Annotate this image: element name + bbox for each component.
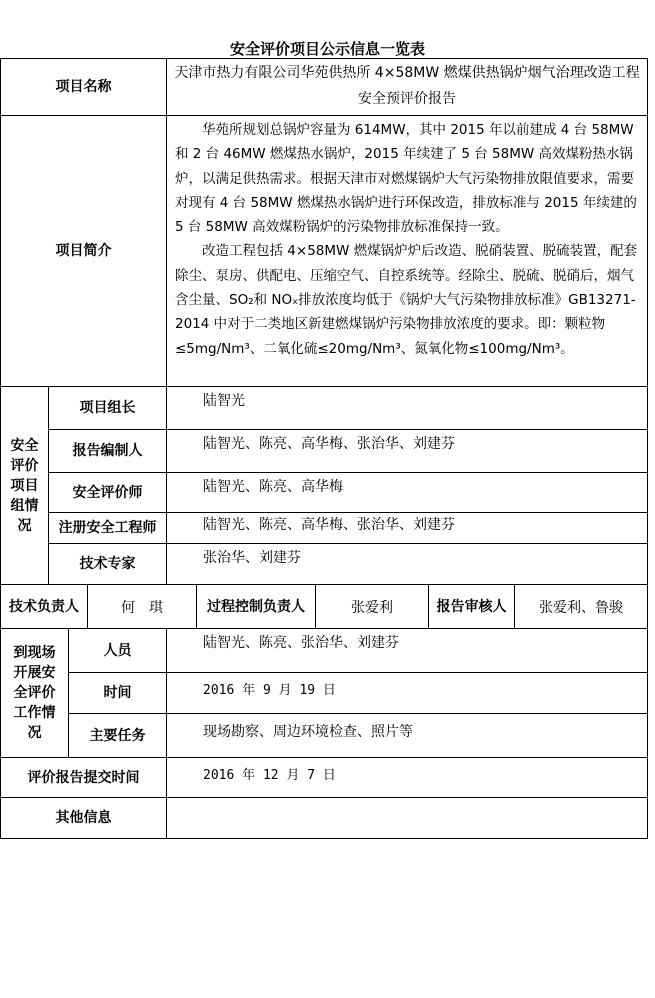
process-control-label: 过程控制负责人	[196, 584, 316, 629]
submit-time-label: 评价报告提交时间	[0, 757, 167, 798]
report-reviewer-label: 报告审核人	[428, 584, 515, 629]
tech-experts-value: 张治华、刘建芬	[166, 543, 648, 585]
tech-lead-label: 技术负责人	[0, 584, 88, 629]
registered-engineers-value: 陆智光、陈亮、高华梅、张治华、刘建芬	[166, 512, 648, 544]
team-leader-value: 陆智光	[166, 386, 648, 430]
project-intro-text	[166, 115, 648, 387]
safety-assessors-label: 安全评价师	[48, 472, 167, 513]
project-name-value: 天津市热力有限公司华苑供热所 4×58MW 燃煤供热锅炉烟气治理改造工程安全预评价报告	[166, 58, 648, 116]
intro-paragraph-1: 华苑所规划总锅炉容量为 614MW，其中 2015 年以前建成 4 台 58MW 和 2 台 46MW 燃煤热水锅炉，2015 年续建了 5 台 58MW 高效煤粉热水锅炉，以满足供热需求。根据天津市对燃煤锅炉大气污染物排放限值要求，需要对现有 4 台 58MW 燃煤热水锅炉进行环保改造，排放标准与 2015 年续建的 5 台 58MW 高效煤粉锅炉的污染物排放标准保持一致。	[175, 122, 637, 236]
site-time-label: 时间	[68, 672, 167, 714]
main-tasks-value: 现场勘察、周边环境检查、照片等	[166, 713, 648, 758]
tech-experts-label: 技术专家	[48, 543, 167, 585]
project-name-label: 项目名称	[0, 58, 167, 116]
other-info-value	[166, 797, 648, 839]
registered-engineers-label: 注册安全工程师	[48, 512, 167, 544]
report-writers-label: 报告编制人	[48, 429, 167, 473]
team-leader-label: 项目组长	[48, 386, 167, 430]
team-group-label: 安全评价项目组情况	[0, 386, 49, 585]
site-staff-label: 人员	[68, 628, 167, 673]
submit-time-value: 2016 年 12 月 7 日	[166, 757, 648, 798]
site-staff-value: 陆智光、陈亮、张治华、刘建芬	[166, 628, 648, 673]
main-tasks-label: 主要任务	[68, 713, 167, 758]
report-reviewer-value: 张爱利、鲁骏	[514, 584, 648, 629]
site-time-value: 2016 年 9 月 19 日	[166, 672, 648, 714]
site-work-group-label: 到现场开展安全评价工作情况	[0, 628, 69, 758]
safety-assessors-value: 陆智光、陈亮、高华梅	[166, 472, 648, 513]
other-info-label: 其他信息	[0, 797, 167, 839]
process-control-value: 张爱利	[315, 584, 429, 629]
report-writers-value: 陆智光、陈亮、高华梅、张治华、刘建芬	[166, 429, 648, 473]
project-intro-label: 项目简介	[0, 115, 167, 387]
page-title: 安全评价项目公示信息一览表	[229, 40, 425, 58]
tech-lead-value: 何 琪	[87, 584, 197, 629]
intro-paragraph-2: 改造工程包括 4×58MW 燃煤锅炉炉后改造、脱硝装置、脱硫装置，配套除尘、泵房、供配电、压缩空气、自控系统等。经除尘、脱硫、脱硝后，烟气含尘量、SO₂和 NOₓ排放浓度均低于《锅炉大气污染物排放标准》GB13271-2014 中对于二类地区新建燃煤锅炉污染物排放浓度的要求。即：颗粒物≤5mg/Nm³、二氧化硫≤20mg/Nm³、氮氧化物≤100mg/Nm³。	[175, 243, 638, 357]
